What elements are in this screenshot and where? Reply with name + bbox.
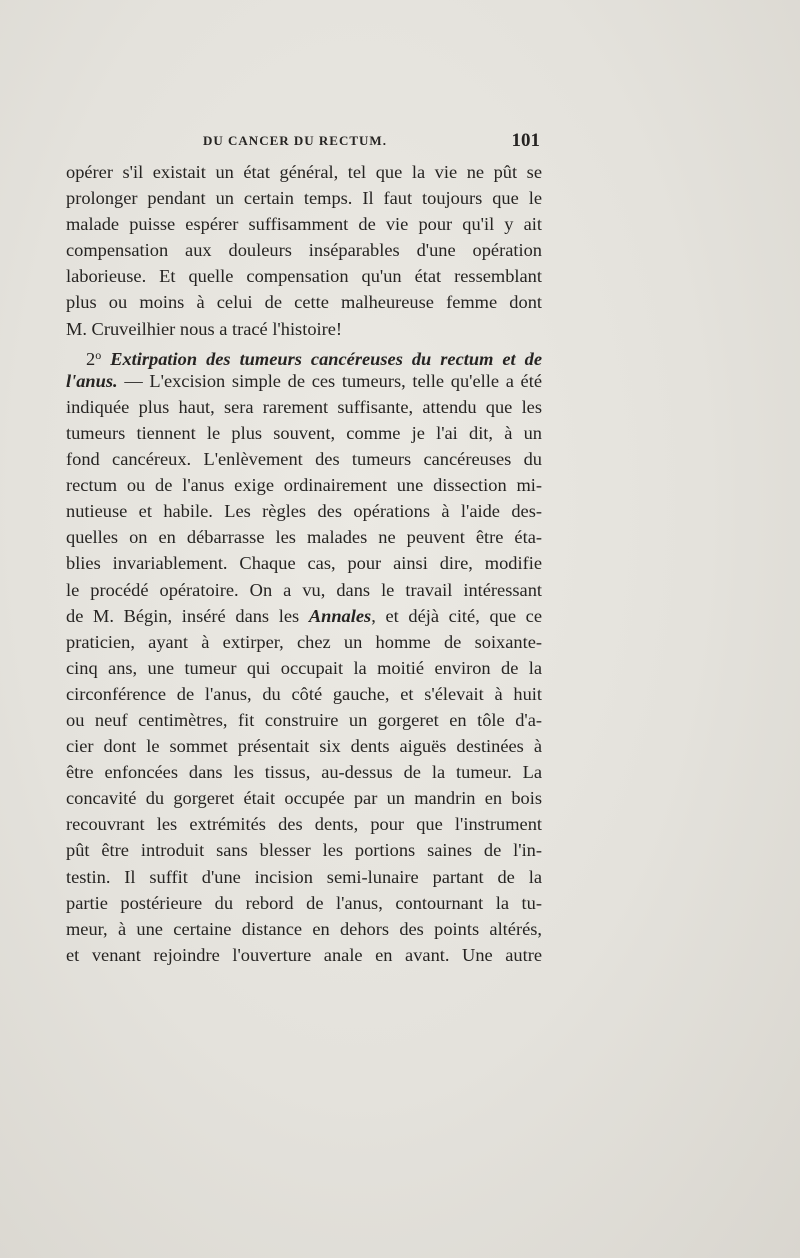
text-line: recouvrant les extrémités des dents, pour que l'instrument [66, 814, 542, 835]
text-line: circonférence de l'anus, du côté gauche, et s'élevait à huit [66, 683, 542, 704]
journal-title: Annales [308, 605, 372, 626]
text-line: quelles on en débarrasse les malades ne peuvent être éta- [66, 527, 542, 548]
text-line: opérer s'il existait un état général, tel que la vie ne pût se [66, 162, 542, 182]
text-line [66, 368, 542, 394]
text-line: concavité du gorgeret était occupée par un mandrin en bois [66, 788, 542, 809]
text-line: indiquée plus haut, sera rarement suffisante, attendu que les [66, 396, 542, 417]
text-fragment: de M. Bégin, inséré dans les [66, 605, 309, 626]
section-number: 2 [86, 348, 96, 369]
text-line: nutieuse et habile. Les règles des opérations à l'aide des- [66, 501, 542, 522]
text-line: pût être introduit sans blesser les portions saines de l'in- [66, 840, 542, 861]
text-line: M. Cruveilhier nous a tracé l'histoire! [66, 318, 343, 339]
page-number: 101 [511, 130, 540, 151]
text-line: ou neuf centimètres, fit construire un gorgeret en tôle d'a- [66, 709, 542, 730]
text-line [66, 603, 542, 629]
text-line: être enfoncées dans les tissus, au-dessus de la tumeur. La [66, 762, 542, 783]
section-number-superscript: o [95, 347, 102, 362]
text-line: cinq ans, une tumeur qui occupait la moitié environ de la [66, 657, 542, 678]
text-line: laborieuse. Et quelle compensation qu'un état ressemblant [66, 266, 542, 287]
body-text [66, 159, 542, 968]
running-head [68, 130, 542, 152]
text-line: meur, à une certaine distance en dehors des points altérés, [66, 918, 542, 939]
text-line: blies invariablement. Chaque cas, pour ainsi dire, modifie [66, 553, 542, 574]
text-fragment: , et déjà cité, que ce [371, 605, 542, 626]
text-line: testin. Il suffit d'une incision semi-lunaire partant de la [66, 866, 542, 887]
text-fragment: — L'excision simple de ces tumeurs, telle qu'elle a été [117, 370, 542, 391]
text-line: malade puisse espérer suffisamment de vie pour qu'il y ait [66, 214, 542, 235]
text-line: le procédé opératoire. On a vu, dans le travail intéressant [66, 579, 542, 600]
text-line: fond cancéreux. L'enlèvement des tumeurs cancéreuses du [66, 449, 542, 470]
running-title: DU CANCER DU RECTUM. [203, 133, 387, 148]
text-line: cier dont le sommet présentait six dents aiguës destinées à [66, 736, 542, 757]
text-line: praticien, ayant à extirper, chez un homme de soixante- [66, 631, 542, 652]
text-line: partie postérieure du rebord de l'anus, contournant la tu- [66, 892, 542, 913]
text-line: tumeurs tiennent le plus souvent, comme je l'ai dit, à un [66, 422, 542, 443]
text-line: plus ou moins à celui de cette malheureuse femme dont [66, 292, 542, 313]
text-line: compensation aux douleurs inséparables d'une opération [66, 240, 542, 261]
section-heading-line [66, 342, 542, 368]
text-line: prolonger pendant un certain temps. Il faut toujours que le [66, 188, 542, 209]
section-heading-end: l'anus. [66, 370, 118, 391]
text-line: et venant rejoindre l'ouverture anale en avant. Une autre [66, 944, 542, 965]
text-line: rectum ou de l'anus exige ordinairement une dissection mi- [66, 475, 542, 496]
section-heading: Extirpation des tumeurs cancéreuses du rectum et de [110, 348, 542, 369]
